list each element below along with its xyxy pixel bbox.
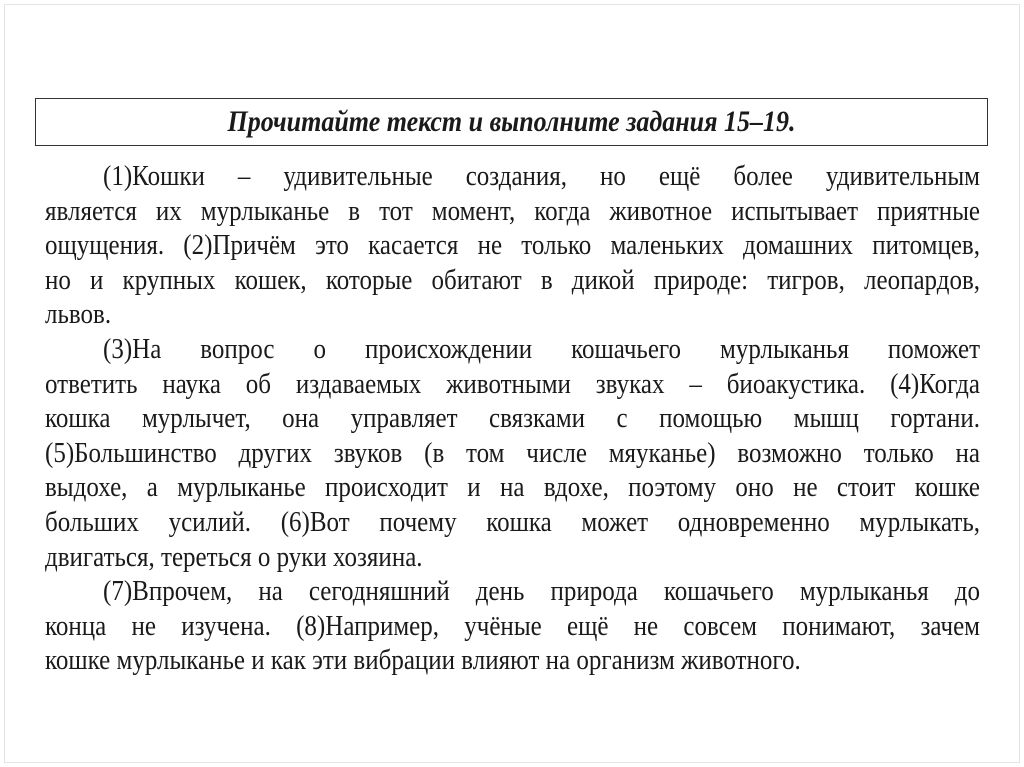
- line-text: ощущения. (2)Причём это касается не только маленьких домашних питомцев,: [45, 230, 980, 261]
- text-line: [45, 298, 980, 333]
- line-text: кошке мурлыканье и как эти вибрации влияют на организм животного.: [45, 645, 801, 676]
- text-line: [45, 575, 980, 610]
- line-text: львов.: [45, 299, 112, 330]
- paragraph-3: [45, 575, 980, 679]
- line-text: является их мурлыканье в тот момент, когда животное испытывает приятные: [45, 195, 980, 227]
- task-instruction: Прочитайте текст и выполните задания 15–19.: [227, 105, 796, 138]
- paragraph-1: [45, 160, 980, 333]
- line-text: но и крупных кошек, которые обитают в дикой природе: тигров, леопардов,: [45, 265, 980, 296]
- line-text: больших усилий. (6)Вот почему кошка может одновременно мурлыкать,: [45, 507, 980, 538]
- text-line: [45, 644, 980, 679]
- line-text: (7)Впрочем, на сегодняшний день природа кошачьего мурлыканья до: [103, 576, 980, 607]
- text-line: [45, 195, 980, 230]
- line-text: конца не изучена. (8)Например, учёные ещё не совсем понимают, зачем: [45, 611, 980, 642]
- line-text: (3)На вопрос о происхождении кошачьего мурлыканья поможет: [103, 334, 980, 365]
- text-line: [45, 229, 980, 264]
- task-instruction-box: [35, 98, 988, 146]
- text-line: [45, 264, 980, 299]
- line-text: (5)Большинство других звуков (в том числе мяуканье) возможно только на: [45, 438, 980, 469]
- text-line: [45, 541, 980, 576]
- text-line: [45, 437, 980, 472]
- line-text: (1)Кошки – удивительные создания, но ещё более удивительным: [103, 161, 980, 192]
- line-text: выдохе, а мурлыканье происходит и на вдохе, поэтому оно не стоит кошке: [45, 472, 980, 503]
- text-line: [45, 471, 980, 506]
- line-text: ответить наука об издаваемых животными звуках – биоакустика. (4)Когда: [45, 368, 980, 400]
- text-line: [45, 368, 980, 403]
- line-text: кошка мурлычет, она управляет связками с помощью мышц гортани.: [45, 403, 980, 434]
- text-line: [45, 333, 980, 368]
- text-line: [45, 506, 980, 541]
- text-line: [45, 610, 980, 645]
- line-text: двигаться, тереться о руки хозяина.: [45, 541, 423, 573]
- text-line: [45, 402, 980, 437]
- text-line: [45, 160, 980, 195]
- paragraph-2: [45, 333, 980, 575]
- text-body: [45, 160, 980, 679]
